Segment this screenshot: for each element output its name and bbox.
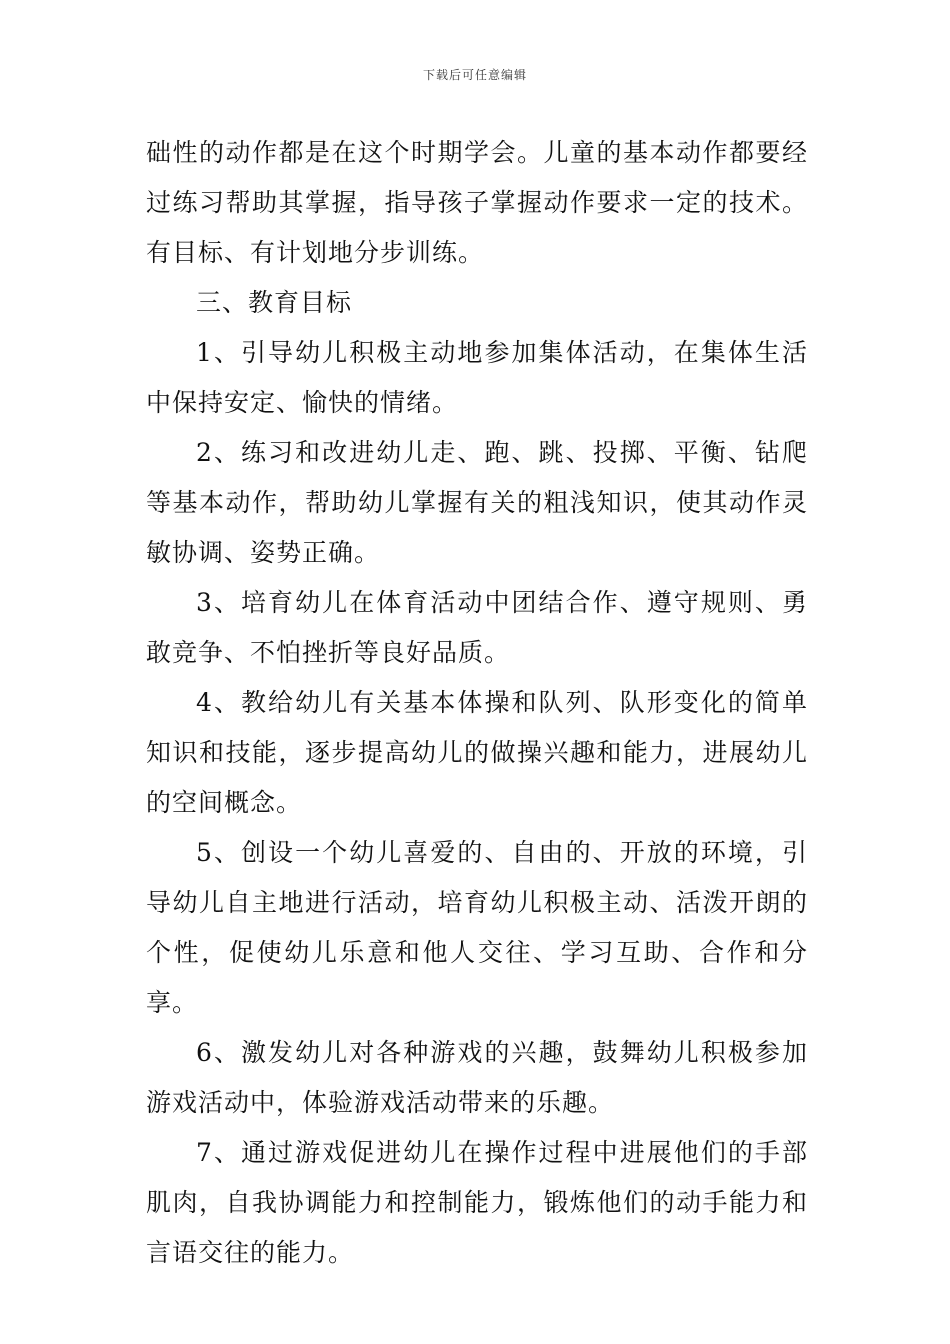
section-heading: 三、教育目标 xyxy=(196,288,353,317)
document-body xyxy=(146,128,808,1278)
goal-item-5: 5、创设一个幼儿喜爱的、自由的、开放的环境，引导幼儿自主地进行活动，培育幼儿积极主动、活泼开朗的个性，促使幼儿乐意和他人交往、学习互助、合作和分享。 xyxy=(146,838,808,1017)
goal-item-3: 3、培育幼儿在体育活动中团结合作、遵守规则、勇敢竞争、不怕挫折等良好品质。 xyxy=(146,588,808,667)
goal-item-7: 7、通过游戏促进幼儿在操作过程中进展他们的手部肌肉，自我协调能力和控制能力，锻炼他们的动手能力和言语交往的能力。 xyxy=(146,1138,808,1267)
goal-item-4: 4、教给幼儿有关基本体操和队列、队形变化的简单知识和技能，逐步提高幼儿的做操兴趣和能力，进展幼儿的空间概念。 xyxy=(146,688,808,817)
goal-item-2: 2、练习和改进幼儿走、跑、跳、投掷、平衡、钻爬等基本动作，帮助幼儿掌握有关的粗浅知识，使其动作灵敏协调、姿势正确。 xyxy=(146,438,808,567)
goal-item-6: 6、激发幼儿对各种游戏的兴趣，鼓舞幼儿积极参加游戏活动中，体验游戏活动带来的乐趣。 xyxy=(146,1038,808,1117)
goal-item-1: 1、引导幼儿积极主动地参加集体活动，在集体生活中保持安定、愉快的情绪。 xyxy=(146,338,808,417)
page-header: 下载后可任意编辑 xyxy=(422,68,527,82)
paragraph-continuation: 础性的动作都是在这个时期学会。儿童的基本动作都要经过练习帮助其掌握，指导孩子掌握动作要求一定的技术。有目标、有计划地分步训练。 xyxy=(146,138,808,267)
